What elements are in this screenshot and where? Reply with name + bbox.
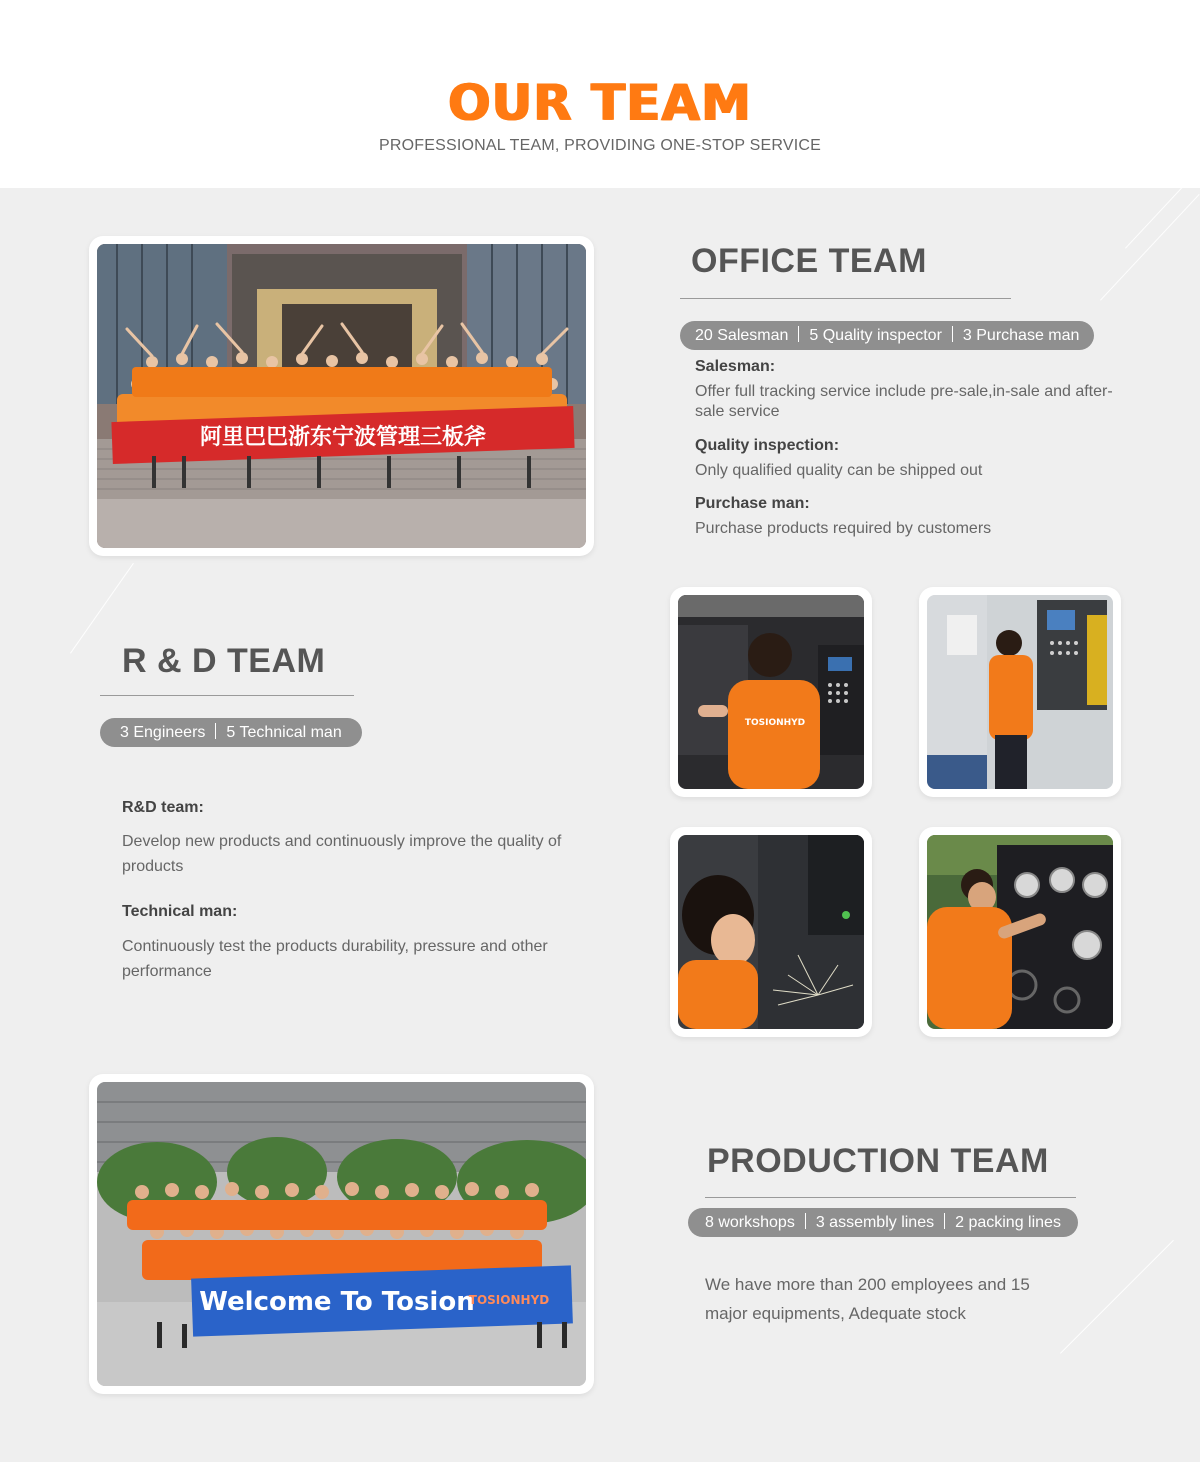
rd-photo-frame xyxy=(670,827,872,1037)
production-team-photo-illustration xyxy=(97,1082,586,1386)
production-banner-logo: TOSIONHYD xyxy=(468,1293,550,1307)
quality-inspection-desc: Only qualified quality can be shipped out xyxy=(695,462,983,479)
salesman-label: Salesman: xyxy=(695,358,776,375)
stat-separator xyxy=(944,1213,945,1229)
production-team-stats xyxy=(688,1208,1078,1237)
rd-photo-illustration xyxy=(678,595,864,789)
decor-line xyxy=(1100,194,1200,301)
production-team-photo-frame xyxy=(89,1074,594,1394)
rd-photo-illustration xyxy=(927,835,1113,1029)
rd-photo-frame xyxy=(919,587,1121,797)
office-team-photo-frame xyxy=(89,236,594,556)
rd-photo-pressure-test xyxy=(927,835,1113,1029)
rd-stat: 5 Technical man xyxy=(226,724,342,741)
rd-team-label: R&D team: xyxy=(122,799,204,816)
technical-man-label: Technical man: xyxy=(122,903,238,920)
production-stat: 2 packing lines xyxy=(955,1214,1061,1231)
production-stat: 8 workshops xyxy=(705,1214,795,1231)
office-stat: 5 Quality inspector xyxy=(809,327,942,344)
rd-team-stats xyxy=(100,718,362,747)
rd-photo-cnc-operator xyxy=(927,595,1113,789)
office-team-divider xyxy=(680,298,1011,299)
salesman-desc: Offer full tracking service include pre-sale,in-sale and after-sale service xyxy=(695,383,1113,420)
decor-line xyxy=(1060,1240,1174,1354)
page-title: OUR TEAM xyxy=(448,74,752,132)
production-photo-banner-text: Welcome To Tosion xyxy=(199,1287,475,1317)
rd-photo-illustration xyxy=(678,835,864,1029)
rd-team-divider xyxy=(100,695,354,696)
purchase-man-label: Purchase man: xyxy=(695,495,810,512)
production-stat: 3 assembly lines xyxy=(815,1214,935,1231)
production-team-title: PRODUCTION TEAM xyxy=(707,1142,1049,1180)
production-team-desc: We have more than 200 employees and 15 major equipments, Adequate stock xyxy=(705,1275,1030,1323)
rd-photo-lathe-operator xyxy=(678,595,864,789)
office-stat: 20 Salesman xyxy=(695,327,789,344)
rd-team-desc: Develop new products and continuously improve the quality of products xyxy=(122,833,562,875)
office-team-photo xyxy=(97,244,586,548)
rd-photo-machining xyxy=(678,835,864,1029)
stat-separator xyxy=(952,326,953,342)
stat-separator xyxy=(215,723,216,739)
office-photo-banner-text: 阿里巴巴浙东宁波管理三板斧 xyxy=(199,425,487,450)
page-subtitle: PROFESSIONAL TEAM, PROVIDING ONE-STOP SERVICE xyxy=(379,137,821,154)
office-stat: 3 Purchase man xyxy=(962,327,1080,344)
quality-inspection-label: Quality inspection: xyxy=(695,437,840,454)
page-header xyxy=(0,0,1200,188)
rd-photo-frame xyxy=(670,587,872,797)
decor-line xyxy=(70,563,134,654)
technical-man-desc: Continuously test the products durability, pressure and other performance xyxy=(122,938,548,980)
office-team-stats xyxy=(680,321,1094,350)
rd-photo-frame xyxy=(919,827,1121,1037)
shirt-logo: TOSIONHYD xyxy=(744,718,806,728)
stat-separator xyxy=(805,1213,806,1229)
office-team-title: OFFICE TEAM xyxy=(691,242,927,280)
purchase-man-desc: Purchase products required by customers xyxy=(695,520,992,537)
rd-photo-illustration xyxy=(927,595,1113,789)
rd-stat: 3 Engineers xyxy=(120,724,206,741)
stat-separator xyxy=(798,326,799,342)
rd-team-title: R & D TEAM xyxy=(122,642,326,680)
team-content-area xyxy=(0,188,1200,1462)
office-team-photo-illustration xyxy=(97,244,586,548)
production-team-photo xyxy=(97,1082,586,1386)
production-team-divider xyxy=(705,1197,1076,1198)
